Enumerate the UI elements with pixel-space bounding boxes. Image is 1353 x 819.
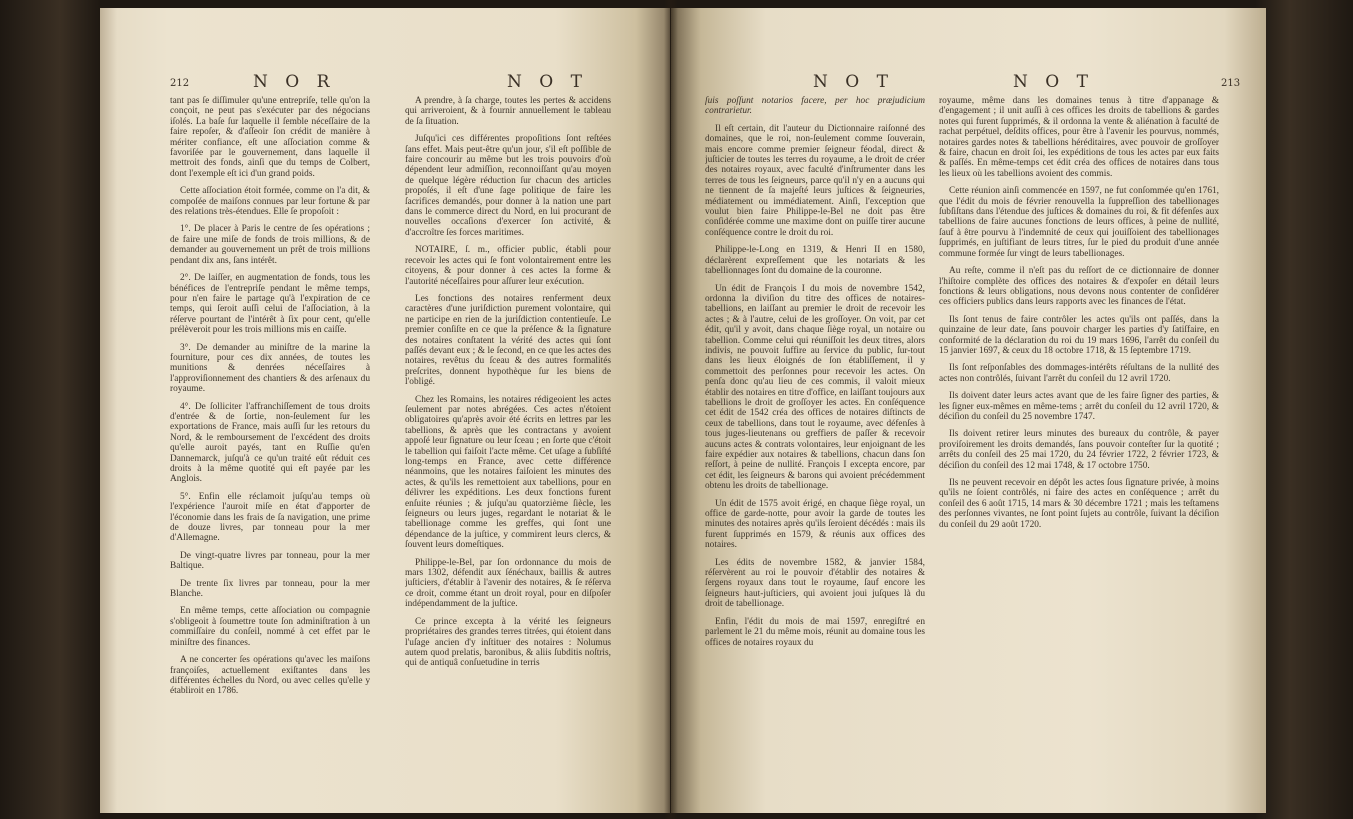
- paragraph: Philippe-le-Long en 1319, & Henri II en 1580, déclarèrent expreſſement que les notariats & les tabellionnages ſont du domaine de la couronne.: [705, 245, 925, 277]
- left-page: [100, 8, 670, 813]
- book-gutter: [664, 0, 678, 819]
- paragraph: 1°. De placer à Paris le centre de ſes opérations ; de faire une miſe de fonds de trois millions, & de demander au gouvernement un prêt de trois millions pendant dix ans, ſans intérêt.: [170, 224, 370, 266]
- paragraph: Ils ſont tenus de faire contrôler les actes qu'ils ont paſſés, dans la quinzaine de leur date, ſans pouvoir charger les parties d'y ſatiſfaire, en conformité de la déclaration du roi du 19 mars 1696, l'arrêt du conſeil du 15 janvier 1697, & ceux du 18 octobre 1718, & 15 ſeptembre 1719.: [939, 314, 1219, 356]
- paragraph: Un édit de 1575 avoit érigé, en chaque ſiège royal, un office de garde-notte, pour avoir la garde de toutes les minutes des notaires après qu'ils ſeroient décédés : mais ils furent ſupprimés en 1579, & réunis aux offices des notaires.: [705, 498, 925, 551]
- paragraph: Juſqu'ici ces différentes propoſitions ſont reſtées ſans effet. Mais peut-être qu'un jour, s'il eſt poſſible de faire concourir au même but les trois pouvoirs d'où dépendent leur admiſſion, reconnoiſſant qu'au moyen de quelque légère réduction ſur chacun des articles propoſés, il eſt d'une ſage politique de faire les ſacrifices demandés, pour donner à la nation une part dans le commerce direct du Nord, en lui procurant de nouvelles occaſions d'exercer ſon activité, & d'accroître ſes forces maritimes.: [405, 134, 611, 238]
- paragraph: Philippe-le-Bel, par ſon ordonnance du mois de mars 1302, défendit aux ſénéchaux, baillis & autres juſticiers, d'établir à l'avenir des notaires, & ſe réſerva ce droit, comme étant un droit royal, pour en diſpoſer indépendamment de la juſtice.: [405, 557, 611, 610]
- paragraph: Ce prince excepta à la vérité les ſeigneurs propriétaires des grandes terres titrées, qui étoient dans l'uſage ancien d'y inſtituer des notaires : Nolumus autem quod prelatis, baronibus, & aliis ſubditis noſtris, qui de antiquâ conſuetudine in terris: [405, 616, 611, 669]
- left-page-column-1: [170, 96, 370, 796]
- paragraph: En même temps, cette aſſociation ou compagnie s'obligeoit à ſoumettre toute ſon adminiſtration à un commiſſaire du conſeil, nommé à cet effet par le miniſtre des finances.: [170, 606, 370, 648]
- paragraph: De vingt-quatre livres par tonneau, pour la mer Baltique.: [170, 550, 370, 572]
- paragraph: 2°. De laiſſer, en augmentation de fonds, tous les bénéfices de l'entrepriſe pendant le même temps, pour n'en faire le partage qu'à l'expiration de ce temps, qui ſeroit auſſi celui de l'aſſociation, à la réſerve pourtant de l'intérêt à ſix pour cent, qu'elle prélèveroit pour les trois millions mis en caiſſe.: [170, 273, 370, 336]
- paragraph: A prendre, à ſa charge, toutes les pertes & accidens qui arriveroient, & à fournir annuellement le tableau de ſa ſituation.: [405, 96, 611, 127]
- right-page-column-2: [939, 96, 1219, 796]
- paragraph: Cette aſſociation étoit formée, comme on l'a dit, & compoſée de maiſons connues par leur fortune & par des relations très-étendues. Elle ſe propoſoit :: [170, 186, 370, 218]
- paragraph: A ne concerter ſes opérations qu'avec les maiſons françoiſes, actuellement exiſtantes dans les différentes échelles du Nord, ou avec celles qu'elle y établiroit en 1786.: [170, 655, 370, 697]
- left-page-column-2: [405, 96, 611, 796]
- paragraph: Les édits de novembre 1582, & janvier 1584, réſervèrent au roi le pouvoir d'établir des notaires & ſergens royaux dans tout le royaume, ſauf encore les ſeigneurs haut-juſticiers, qui avoient joui juſques là du droit de tabellionage.: [705, 557, 925, 610]
- right-page-column-1: [705, 96, 925, 796]
- paragraph: Il eſt certain, dit l'auteur du Dictionnaire raiſonné des domaines, que le roi, non-ſeulement comme ſouverain, mais encore comme premier ſeigneur féodal, direct & juſticier de toutes les terres du royaume, a le droit de créer des notaires royaux, avec faculté d'inſtrumenter dans les terres de tous les ſeigneurs, parce qu'il n'y en a aucuns qui ne tiennent de ſa majeſté leurs juſtices & ſeigneuries, médiatement ou immédiatement. Ainſi, l'exception que voulut bien faire Philippe-le-Bel ne doit pas être conſidérée comme une maxime dont on puiſſe tirer aucune conſéquence contre le droit du roi.: [705, 123, 925, 238]
- paragraph: Au reſte, comme il n'eſt pas du reſſort de ce dictionnaire de donner l'hiſtoire complète des offices des notaires & d'expoſer en détail leurs fonctions & leurs obligations, nous devons nous contenter de conſidérer ces officiers publics dans leurs rapports avec les finances de l'état.: [939, 266, 1219, 308]
- paragraph: Ils ſont reſponſables des dommages-intérêts réſultans de la nullité des actes non contrôlés, ſuivant l'arrêt du conſeil du 12 avril 1720.: [939, 363, 1219, 384]
- running-head-right: N O T: [813, 72, 894, 92]
- paragraph: NOTAIRE, ſ. m., officier public, établi pour recevoir les actes qui ſe font volontairement entre les citoyens, & pour donner à ces actes la forme & l'autorité néceſſaires pour aſſurer leur exécution.: [405, 245, 611, 287]
- right-page: [671, 8, 1266, 813]
- paragraph: royaume, même dans les domaines tenus à titre d'appanage & d'engagement ; il unit auſſi à ces offices les droits de tabellions & gardes notes qui furent ſupprimés, & il ordonna la vente & aliénation à faculté de rachat perpétuel, deſdits offices, pour être à l'avenir les pourvus, nommés, notaires gardes notes & tabellions héréditaires, avec pouvoir de groſſoyer & faire, chacun en droit ſoi, les expéditions de tous les actes par eux faits & paſſés. En même-temps cet édit créa des offices de notaires dans tous les lieux où les tabellions avoient des commis.: [939, 96, 1219, 179]
- paragraph: Cette réunion ainſi commencée en 1597, ne fut conſommée qu'en 1761, que l'édit du mois de février renouvella la ſuppreſſion des tabellionages ſubſiſtans dans l'étendue des juſtices & domaines du roi, & fit défenſes aux tabellions de faire aucunes fonctions de leurs offices, à peine de nullité, ſauf à être pourvu à l'indemnité de ceux qui jouiſſoient des tabellionages ſupprimés, en juſtifiant de leurs titres, ſur le pied du produit d'une année commune formée ſur vingt de leurs tabellionages.: [939, 186, 1219, 259]
- running-head-right-2: N O T: [1013, 72, 1094, 92]
- paragraph: Ils doivent dater leurs actes avant que de les faire ſigner des parties, & les ſigner eux-mêmes en même-tems ; arrêt du conſeil du 12 avril 1720, & déciſion du conſeil du 25 novembre 1747.: [939, 391, 1219, 422]
- paragraph: tant pas ſe diſſimuler qu'une entrepriſe, telle qu'on la conçoit, ne peut pas s'exécuter par des négocians iſolés. La baſe ſur laquelle il ſemble néceſſaire de la faire repoſer, & d'aſſeoir ſon crédit de manière à mériter confiance, eſt une aſſociation comme & favoriſée par le gouvernement, dans laquelle il mettroit des fonds, ainſi que du temps de Colbert, dont l'exemple eſt ici d'un grand poids.: [170, 96, 370, 179]
- paragraph: Chez les Romains, les notaires rédigeoient les actes ſeulement par notes abrégées. Ces actes n'étoient obligatoires qu'après avoir été écrits en lettres par les tabellions, & après que les contractans y avoient appoſé leur ſignature ou leur ſceau ; en ſorte que c'étoit le tabellion qui faiſoit l'acte même. Cet uſage a ſubſiſté long-temps en France, avec cette différence néanmoins, que les notaires faiſoient les minutes des actes, & qu'ils les remettoient aux tabellions, pour en délivrer les expéditions. Les deux fonctions furent enſuite réunies ; & juſqu'au quatorzième ſiècle, les ſeigneurs ou leurs juges, regardant le notariat & le tabellionage comme les greffes, qui ſont une dépendance de la juſtice, y commirent leurs clercs, & ſouvent leurs domeſtiques.: [405, 394, 611, 551]
- page-number-right: 213: [1221, 78, 1241, 89]
- paragraph: ſuis poſſunt notarios facere, per hoc præjudicium contrarietur.: [705, 96, 925, 117]
- running-head-left-2: N O T: [507, 72, 588, 92]
- paragraph: Ils ne peuvent recevoir en dépôt les actes ſous ſignature privée, à moins qu'ils ne ſoient contrôlés, ni faire des actes en conſéquence ; arrêt du conſeil des 6 août 1715, 14 mars & 30 décembre 1721 ; mais les teſtamens des perſonnes vivantes, ne ſont point ſujets au contrôle, ſuivant la déciſion du conſeil du 29 août 1720.: [939, 478, 1219, 530]
- paragraph: 3°. De demander au miniſtre de la marine la fourniture, pour ces dix années, de toutes les munitions & denrées néceſſaires à l'approviſionnement des chantiers & des arſenaux du royaume.: [170, 342, 370, 395]
- paragraph: Un édit de François I du mois de novembre 1542, ordonna la diviſion du titre des offices de notaires-tabellions, en laiſſant au premier le droit de recevoir les actes ; & à l'autre, celui de les groſſoyer. On voit, par cet édit, qu'il y avoit, dans chaque ſiège royal, un notaire ou tabellion. Comme celui qui réuniſſoit les deux titres, alors indivis, ne pouvoit ſuffire au ſervice du public, ſur-tout dans les lieux éloignés de ſon établiſſement, il y commettoit des perſonnes pour recevoir les actes. On penſa donc qu'au lieu de ces commis, il valoit mieux établir des notaires en titre d'office, en laiſſant toujours aux tabellions le droit de groſſoyer les actes. En conſéquence cet édit de 1542 créa des offices de notaires diſtincts de ceux de tabellions, dans tout le royaume, avec défenſes à tous juges-lieutenans ou greffiers de paſſer & recevoir aucuns actes & contrats volontaires, leur enjoignant de les faire expédier aux notaires & tabellions, chacun dans ſon reſſort, à peine de nullité. François I excepta encore, par cet édit, les ſeigneurs & barons qui avoient précédemment obtenu les droits de tabellionage.: [705, 283, 925, 492]
- paragraph: 5°. Enfin elle réclamoit juſqu'au temps où l'expérience l'auroit miſe en état d'apporter de l'économie dans les frais de ſa navigation, une prime de douze livres, par tonneau pour la mer d'Allemagne.: [170, 491, 370, 544]
- paragraph: 4°. De ſolliciter l'affranchiſſement de tous droits d'entrée & de ſortie, non-ſeulement ſur les exportations de France, mais auſſi ſur les retours du Nord, & le remboursement de l'excédent des droits qu'elle auroit payés, tant en Ruſſie qu'en Dannemarck, juſqu'à ce qu'un traité eût réduit ces droits à la même quotité qui eſt payée par les Anglois.: [170, 401, 370, 485]
- paragraph: Enfin, l'édit du mois de mai 1597, enregiſtré en parlement le 21 du même mois, réunit au domaine tous les offices de notaires royaux du: [705, 616, 925, 648]
- paragraph: Les fonctions des notaires renferment deux caractères d'une juriſdiction purement volontaire, qui ne participe en rien de la juriſdiction contentieuſe. Le premier conſiſte en ce que la préſence & la ſignature des notaires conſtatent la vérité des actes qui ſont paſſés devant eux ; & le ſecond, en ce que les actes des notaires, revêtus du ſceau & des autres formalités preſcrites, donnent hypothèque ſur les biens de l'obligé.: [405, 293, 611, 388]
- paragraph: Ils doivent retirer leurs minutes des bureaux du contrôle, & payer proviſoirement les droits demandés, ſans pouvoir conteſter ſur la quotité ; arrêts du conſeil des 25 mai 1720, du 24 février 1722, 2 février 1723, & déciſion du conſeil des 12 mai 1748, & 17 octobre 1750.: [939, 429, 1219, 471]
- page-number-left: 212: [170, 78, 190, 89]
- paragraph: De trente ſix livres par tonneau, pour la mer Blanche.: [170, 578, 370, 600]
- running-head-left: N O R: [253, 72, 336, 92]
